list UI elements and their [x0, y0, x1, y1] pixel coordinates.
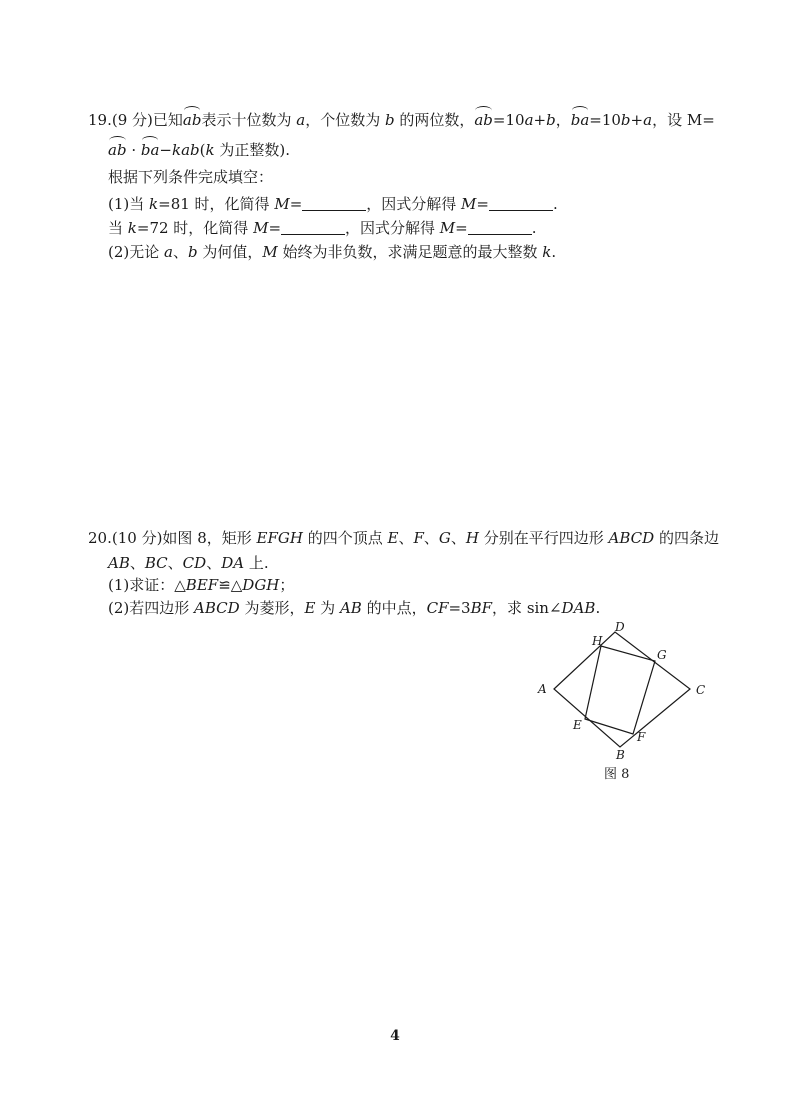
q19-instruction: 根据下列条件完成填空： [108, 168, 274, 186]
var-M: M [461, 195, 477, 213]
var-E: E [387, 529, 399, 547]
q19-text: . [531, 219, 537, 237]
var-b: b [546, 111, 556, 129]
q19-text: =10 [589, 111, 621, 129]
q20-text: 如图 8，矩形 [162, 529, 257, 547]
var-k: k [542, 243, 552, 261]
q19-text: (2)无论 [108, 243, 165, 261]
var-F: F [413, 529, 424, 547]
var-a: a [296, 111, 306, 129]
q20-text: 的四个顶点 [302, 529, 388, 547]
q19-text: = [268, 219, 282, 237]
var-AB: AB [108, 554, 130, 572]
var-DAB: DAB [561, 599, 596, 617]
var-a: a [643, 111, 653, 129]
var-BC: BC [144, 554, 168, 572]
label-A: A [538, 682, 547, 696]
var-k: k [149, 195, 159, 213]
q19-text: 的两位数， [394, 111, 475, 129]
q19-text: 、 [172, 243, 188, 261]
q19-text: . [552, 195, 558, 213]
q19-text: − [159, 141, 172, 159]
q19-text: =81 时，化简得 [158, 195, 275, 213]
label-F: F [637, 730, 646, 744]
var-kab: kab [171, 141, 200, 159]
overline-ab: ab [108, 141, 127, 159]
q20-text: =3 [448, 599, 471, 617]
var-H: H [465, 529, 479, 547]
q19-text: · [126, 141, 141, 159]
q19-text: + [533, 111, 547, 129]
q19-text: . [551, 243, 557, 261]
q19-number: 19. [88, 111, 112, 129]
q20-text: . [595, 599, 601, 617]
label-G: G [657, 648, 667, 662]
q19-text: 为何值， [197, 243, 263, 261]
var-EFGH: EFGH [256, 529, 303, 547]
var-M: M [253, 219, 269, 237]
var-ABCD: ABCD [608, 529, 655, 547]
q19-text: = [289, 195, 303, 213]
q20-text: 上. [244, 554, 269, 572]
q20-text: ； [279, 576, 295, 594]
q19-text: =72 时，化简得 [136, 219, 254, 237]
q20-text: 、 [423, 529, 439, 547]
rectangle-EFGH [585, 646, 655, 734]
q20-text: ≌△ [218, 576, 243, 594]
var-M: M [439, 219, 456, 237]
var-AB: AB [339, 599, 362, 617]
q20-text: 、 [206, 554, 222, 572]
var-M: M [262, 243, 278, 261]
q20-text: 、 [167, 554, 183, 572]
q19-text: 始终为非负数，求满足题意的最大整数 [277, 243, 543, 261]
var-DGH: DGH [242, 576, 280, 594]
var-k: k [205, 141, 215, 159]
q19-score: (9 分) [111, 111, 153, 129]
q20-text: (1)求证：△ [108, 576, 186, 594]
q19-text: 已知 [152, 111, 183, 129]
overline-ab: ab [182, 111, 202, 129]
var-b: b [188, 243, 198, 261]
page-number: 4 [390, 1028, 400, 1044]
overline-ba: ba [140, 141, 160, 159]
var-DA: DA [221, 554, 245, 572]
var-CF: CF [426, 599, 449, 617]
q19-text: ， [555, 111, 571, 129]
q19-text: = [476, 195, 489, 213]
q19-text: =10 [492, 111, 525, 129]
q20-text: 、 [450, 529, 466, 547]
q20-number: 20. [88, 529, 112, 547]
var-k: k [127, 219, 137, 237]
q19-text: (1)当 [108, 195, 150, 213]
q19-text: + [630, 111, 644, 129]
var-M: M [274, 195, 290, 213]
q19-text: ( [199, 141, 206, 159]
q19-text: = [455, 219, 468, 237]
var-G: G [438, 529, 451, 547]
var-BF: BF [470, 599, 493, 617]
q20-text: 、 [129, 554, 145, 572]
var-CD: CD [182, 554, 207, 572]
label-E: E [573, 718, 582, 732]
label-C: C [696, 683, 706, 697]
q20-text: 为 [315, 599, 340, 617]
q20-text: ，求 sin∠ [492, 599, 562, 617]
q19-text: ，因式分解得 [366, 195, 462, 213]
q19-text: 当 [108, 219, 128, 237]
q20-text: 的四条边 [654, 529, 719, 547]
q19-text: ，设 M= [652, 111, 715, 129]
var-ABCD: ABCD [194, 599, 240, 617]
overline-ab: ab [474, 111, 493, 129]
var-BEF: BEF [185, 576, 219, 594]
q19-text: ，个位数为 [305, 111, 385, 129]
q19-text: ，因式分解得 [345, 219, 440, 237]
q20-text: 的中点， [361, 599, 427, 617]
label-H: H [592, 634, 603, 648]
var-b: b [384, 111, 395, 129]
q20-text: 为菱形， [239, 599, 305, 617]
label-B: B [616, 748, 625, 762]
var-a: a [524, 111, 534, 129]
q19-text: 表示十位数为 [201, 111, 297, 129]
overline-ba: ba [570, 111, 590, 129]
var-b: b [620, 111, 631, 129]
var-a: a [164, 243, 173, 261]
q20-score: (10 分) [111, 529, 163, 547]
q20-text: (2)若四边形 [108, 599, 195, 617]
var-E: E [304, 599, 316, 617]
q20-text: 、 [398, 529, 414, 547]
q20-text: 分别在平行四边形 [478, 529, 609, 547]
label-D: D [615, 620, 625, 634]
q19-text: 为正整数). [214, 141, 290, 159]
figure-caption: 图 8 [604, 767, 630, 782]
